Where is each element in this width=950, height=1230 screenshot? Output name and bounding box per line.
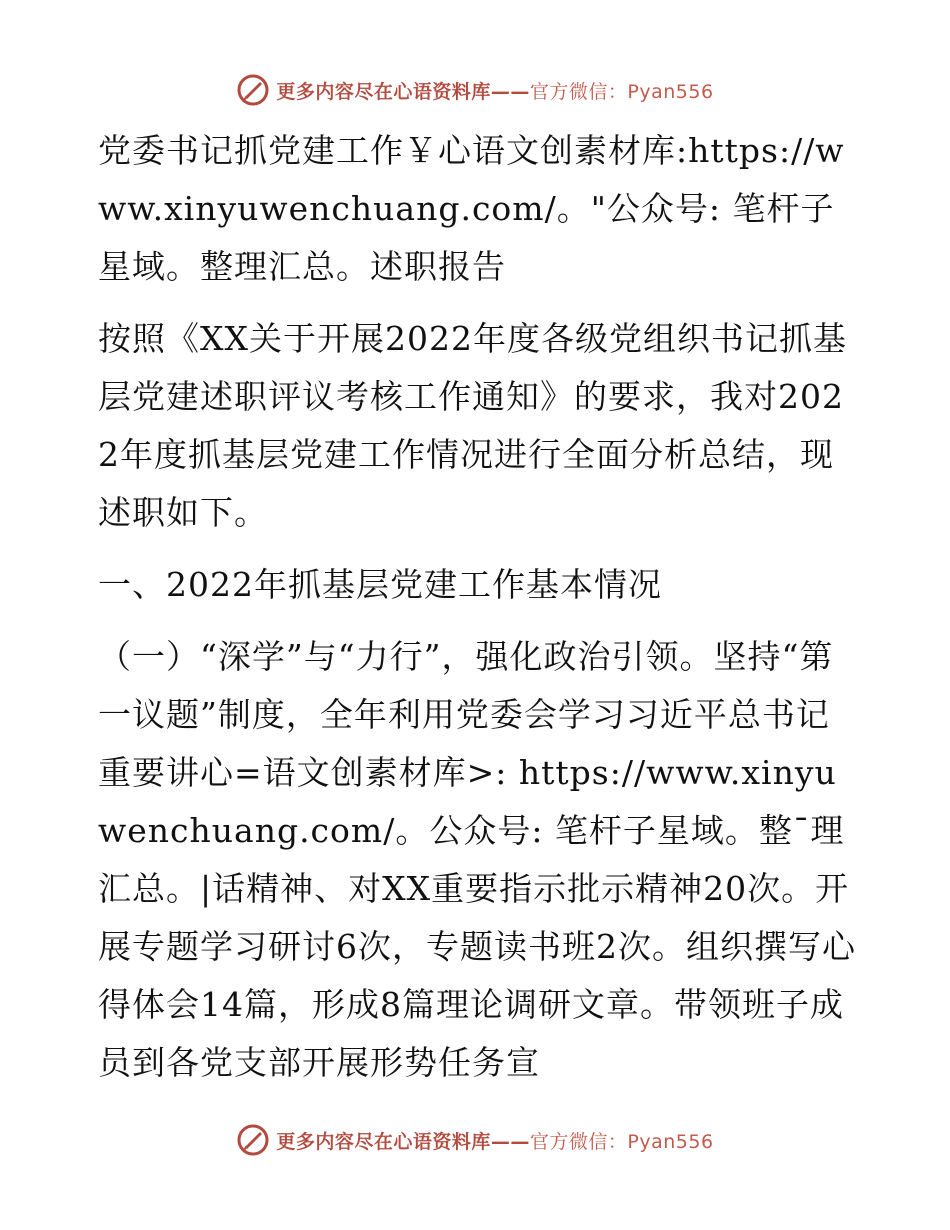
banner-wechat-text: 官方微信：Pyan556 [529, 80, 714, 103]
section-heading: 一、2022年抓基层党建工作基本情况 [98, 565, 662, 604]
paragraph-intro: 党委书记抓党建工作￥心语文创素材库:https://www.xinyuwenchuang.com/。"公众号: 笔杆子星域。整理汇总。述职报告 [98, 131, 845, 286]
banner-dash: —— [490, 80, 530, 103]
banner-text [276, 1127, 713, 1154]
quill-logo-icon [236, 73, 270, 107]
banner-main-text: 更多内容尽在心语资料库 [276, 1130, 491, 1153]
quill-logo-icon [236, 1123, 270, 1157]
footer-watermark-banner [0, 1120, 950, 1160]
document-body [98, 122, 858, 1106]
banner-text [276, 77, 713, 104]
paragraph-section-1: （一）“深学”与“力行”，强化政治引领。坚持“第一议题”制度，全年利用党委会学习习近平总书记重要讲心=语文创素材库>: https://www.xinyuwenchuang.com/。公众号: 笔杆子星域。整¯理汇总。|话精神、对XX重要指示批示精神20次。开展专题学习研讨6次，专题读书班2次。组织撰写心得体会14篇，形成8篇理论调研文章。带领班子成员到各党支部开展形势任务宣 [98, 637, 856, 1082]
header-watermark-banner [0, 70, 950, 110]
paragraph-requirement: 按照《XX关于开展2022年度各级党组织书记抓基层党建述职评议考核工作通知》的要求，我对2022年度抓基层党建工作情况进行全面分析总结，现述职如下。 [98, 319, 847, 532]
banner-main-text: 更多内容尽在心语资料库 [276, 80, 491, 103]
banner-dash: —— [490, 1130, 530, 1153]
banner-wechat-text: 官方微信：Pyan556 [529, 1130, 714, 1153]
